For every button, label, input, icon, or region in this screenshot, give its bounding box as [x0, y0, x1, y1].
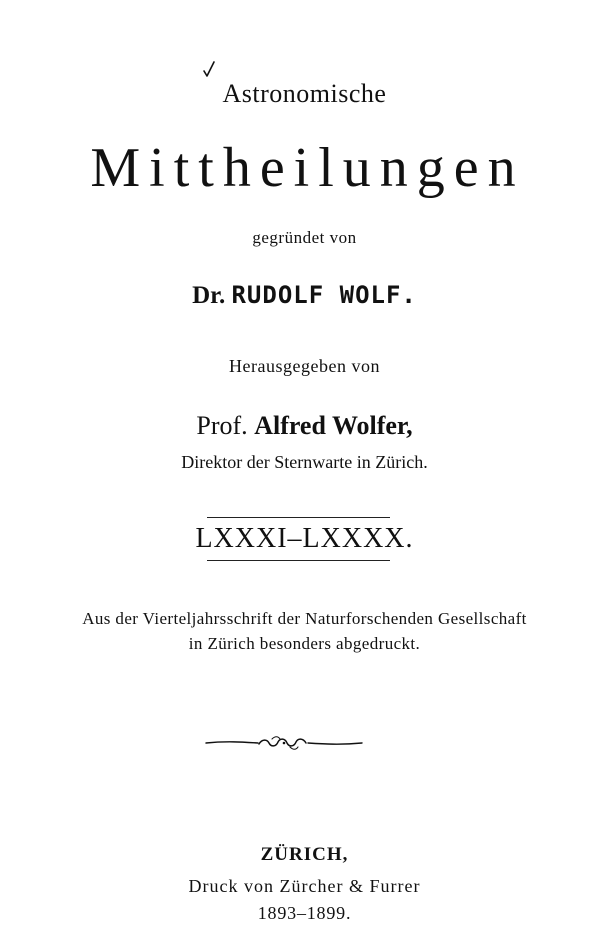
founder-prefix: Dr. [192, 282, 226, 309]
imprint-years: 1893–1899. [257, 903, 352, 923]
editor-prefix: Prof. [196, 411, 248, 440]
editor-name: Alfred Wolfer, [254, 411, 413, 440]
editor-line [0, 413, 609, 439]
founder-name: RUDOLF WOLF. [231, 281, 417, 309]
reprint-note-line-2: in Zürich besonders abgedruckt. [188, 634, 421, 653]
checkmark-icon [202, 60, 216, 78]
founded-by-label: gegründet von [252, 228, 357, 247]
founder-line [0, 283, 609, 308]
imprint-city: ZÜRICH, [260, 844, 349, 865]
editor-role: Direktor der Sternwarte in Zürich. [181, 452, 428, 472]
imprint-printer: Druck von Zürcher & Furrer [188, 876, 421, 896]
series-title: Astronomische [222, 79, 387, 108]
volume-range: LXXXI–LXXXX. [195, 523, 414, 554]
ornament-icon [196, 734, 372, 752]
top-rule [207, 517, 390, 518]
reprint-note-line-1: Aus der Vierteljahrsschrift der Naturforschenden Gesellschaft [82, 609, 527, 628]
main-title: Mittheilungen [90, 137, 525, 199]
edited-by-label: Herausgegeben von [229, 356, 380, 376]
bottom-rule [207, 560, 390, 561]
